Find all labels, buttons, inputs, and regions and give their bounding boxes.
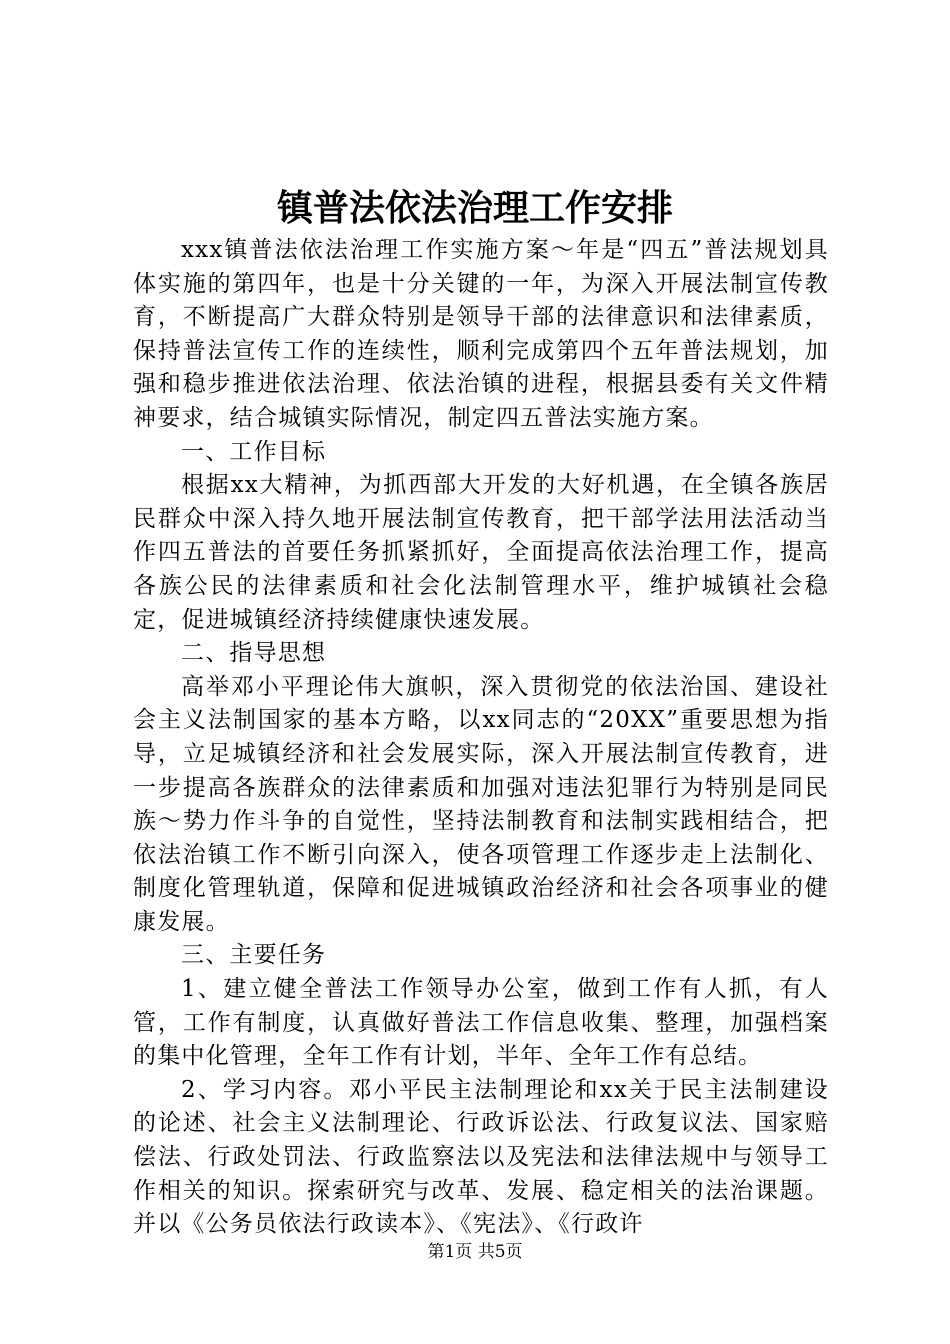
document-body <box>133 234 829 1242</box>
paragraph-guiding-ideology: 高举邓小平理论伟大旗帜，深入贯彻党的依法治国、建设社会主义法制国家的基本方略，以xx同志的“20XX”重要思想为指导，立足城镇经济和社会发展实际，深入开展法制宣传教育，进一步提高各族群众的法律素质和加强对违法犯罪行为特别是同民族～势力作斗争的自觉性，坚持法制教育和法制实践相结合，把依法治镇工作不断引向深入，使各项管理工作逐步走上法制化、制度化管理轨道，保障和促进城镇政治经济和社会各项事业的健康发展。 <box>133 673 829 935</box>
page-footer: 第1页 共5页 <box>427 1242 523 1262</box>
heading-work-goals: 一、工作目标 <box>181 438 327 465</box>
paragraph-intro: xxx镇普法依法治理工作实施方案～年是“四五”普法规划具体实施的第四年，也是十分关键的一年，为深入开展法制宣传教育，不断提高广大群众特别是领导干部的法律意识和法律素质，保持普法宣传工作的连续性，顺利完成第四个五年普法规划，加强和稳步推进依法治理、依法治镇的进程，根据县委有关文件精神要求，结合城镇实际情况，制定四五普法实施方案。 <box>133 237 829 431</box>
heading-main-tasks: 三、主要任务 <box>181 942 327 969</box>
paragraph-task-2: 2、学习内容。邓小平民主法制理论和xx关于民主法制建设的论述、社会主义法制理论、行政诉讼法、行政复议法、国家赔偿法、行政处罚法、行政监察法以及宪法和法律法规中与领导工作相关的知识。探索研究与改革、发展、稳定相关的法治课题。并以《公务员依法行政读本》、《宪法》、《行政许 <box>133 1076 829 1238</box>
paragraph-task-1: 1、建立健全普法工作领导办公室，做到工作有人抓，有人管，工作有制度，认真做好普法工作信息收集、整理，加强档案的集中化管理，全年工作有计划，半年、全年工作有总结。 <box>133 976 829 1070</box>
document-title: 镇普法依法治理工作安排 <box>276 187 673 229</box>
heading-guiding-ideology: 二、指导思想 <box>181 640 327 667</box>
paragraph-work-goals: 根据xx大精神，为抓西部大开发的大好机遇，在全镇各族居民群众中深入持久地开展法制宣传教育，把干部学法用法活动当作四五普法的首要任务抓紧抓好，全面提高依法治理工作，提高各族公民的法律素质和社会化法制管理水平，维护城镇社会稳定，促进城镇经济持续健康快速发展。 <box>133 472 829 633</box>
